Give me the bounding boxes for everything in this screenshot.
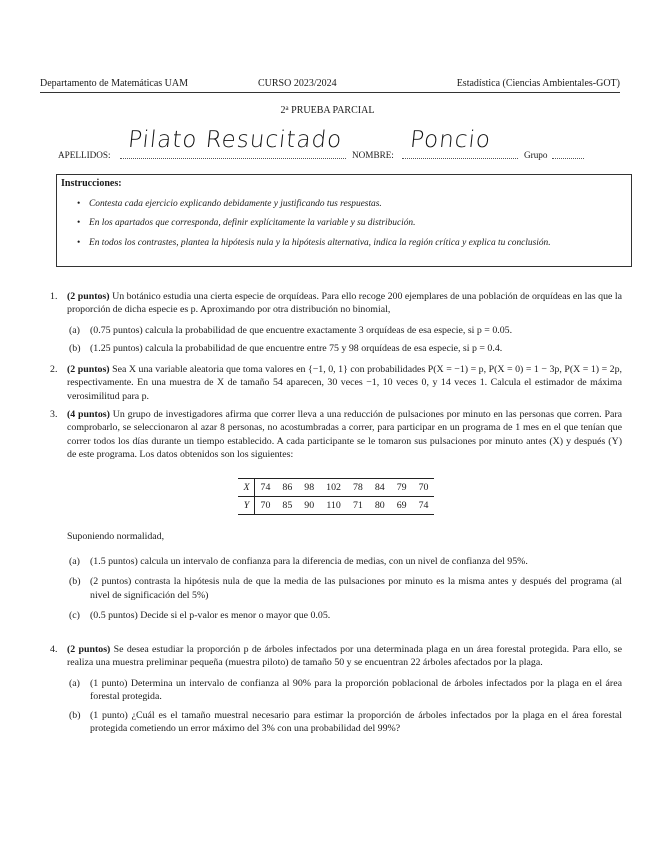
exercise-part: (a) (0.75 puntos) calcula la probabilidad de que encuentre exactamente 3 orquídeas de esa especie, si p = 0.05. [69, 324, 513, 336]
subject-label: Estadística (Ciencias Ambientales-GOT) [456, 78, 620, 89]
exercise-2 [50, 363, 622, 403]
exercise-number: 3. [50, 409, 58, 420]
name-label: NOMBRE: [352, 150, 394, 160]
exercise-statement: Un grupo de investigadores afirma que correr lleva a una reducción de pulsaciones por minuto en las personas que corren. Para comprobarlo, se seleccionaron al azar 8 personas, no acostumbradas a correr, para participar en un programa de 1 mes en el que tenían que correr todos los días durante un tiempo establecido. A cada participante se le tomaron sus pulsaciones por minuto antes (X) y después (Y) de este programa. Los datos obtenidos son los siguientes: [67, 409, 623, 461]
student-info [58, 127, 628, 162]
exercise-part: (b) (1 punto) ¿Cuál es el tamaño muestral necesario para estimar la proporción de árboles infectados por la plaga en el área forestal protegida cometiendo un error máximo del 3% con una probabilidad del 99%? [69, 709, 622, 735]
exercise-part: (a) (1.5 puntos) calcula un intervalo de confianza para la diferencia de medias, con un nivel de confianza del 95%. [69, 555, 528, 567]
table-row: Y 70 85 90 110 71 80 69 74 [238, 497, 435, 515]
exercise-number: 4. [50, 644, 58, 655]
exercise-points: (2 puntos) [67, 291, 110, 302]
page-header [40, 77, 620, 93]
name-handwritten: Poncio [408, 127, 493, 153]
exam-title: 2$^a$ PRUEBA PARCIAL [280, 104, 375, 116]
exercise-points: (2 puntos) [67, 644, 111, 655]
department-label: Departamento de Matemáticas UAM [40, 78, 189, 89]
exercise-1 [50, 290, 622, 356]
exercise-statement: Un botánico estudia una cierta especie de orquídeas. Para ello recoge 200 ejemplares de una población de orquídeas en las que la proporción de dicha especie es p. Aproximando por otra distribución no binomial, [67, 291, 623, 316]
exercise-4 [50, 643, 622, 735]
exercise-part: (c) (0.5 puntos) Decide si el p-valor es menor o mayor que 0.05. [69, 610, 331, 622]
group-label: Grupo [524, 150, 548, 160]
course-label: CURSO 2023/2024 [258, 78, 337, 89]
exercise-number: 1. [50, 291, 58, 302]
exercise-part: (a) (1 punto) Determina un intervalo de confianza al 90% para la proporción poblacional de árboles infectados por la plaga en el área forestal protegida. [69, 677, 622, 703]
exercise-3 [50, 408, 622, 622]
instructions-list [77, 198, 627, 250]
exercise-part: (b) (2 puntos) contrasta la hipótesis nula de que la media de las pulsaciones por minuto es la misma antes y después del programa (al nivel de significación del 5%) [69, 576, 622, 601]
exercise-part: (b) (1.25 puntos) calcula la probabilidad de que encuentre entre 75 y 98 orquídeas de esa especie, si p = 0.4. [69, 343, 503, 355]
pulse-table-wrap [50, 478, 622, 516]
normality-note: Suponiendo normalidad, [67, 531, 165, 543]
surname-handwritten: Pilato Resucitado [126, 127, 344, 153]
instruction-item: • En los apartados que corresponda, definir explícitamente la variable y su distribución. [77, 217, 627, 230]
exercise-points: (4 puntos) [67, 409, 110, 420]
exercise-number: 2. [50, 364, 58, 375]
surname-label: APELLIDOS: [58, 150, 111, 160]
instructions-box [56, 174, 632, 267]
pulse-data-table [238, 478, 435, 516]
instruction-item: • En todos los contrastes, plantea la hipótesis nula y la hipótesis alternativa, indica la región crítica y explica tu conclusión. [77, 237, 627, 250]
exercise-statement: Sea X una variable aleatoria que toma valores en {−1, 0, 1} con probabilidades P(X = −1) = p, P(X = 0) = 1 − 3p, P(X = 1) = 2p, respectivamente. En una muestra de X de tamaño 54 aparecen, 30 veces −1, 10 veces 0, y 14 veces 1. Calcula el estimador de máxima verosimilitud para p. [67, 364, 622, 402]
instructions-title: Instrucciones: [61, 178, 122, 189]
exercise-points: (2 puntos) [67, 364, 110, 375]
table-row: X 74 86 98 102 78 84 79 70 [238, 478, 435, 496]
exercise-statement: Se desea estudiar la proporción p de árboles infectados por una determinada plaga en un área forestal protegida. Para ello, se realiza una muestra preliminar pequeña (muestra piloto) de tamaño 50 y se encuentran 22 árboles afectados por la plaga. [67, 644, 622, 669]
group-field[interactable] [552, 149, 584, 159]
instruction-item: • Contesta cada ejercicio explicando debidamente y justificando tus respuestas. [77, 198, 627, 211]
